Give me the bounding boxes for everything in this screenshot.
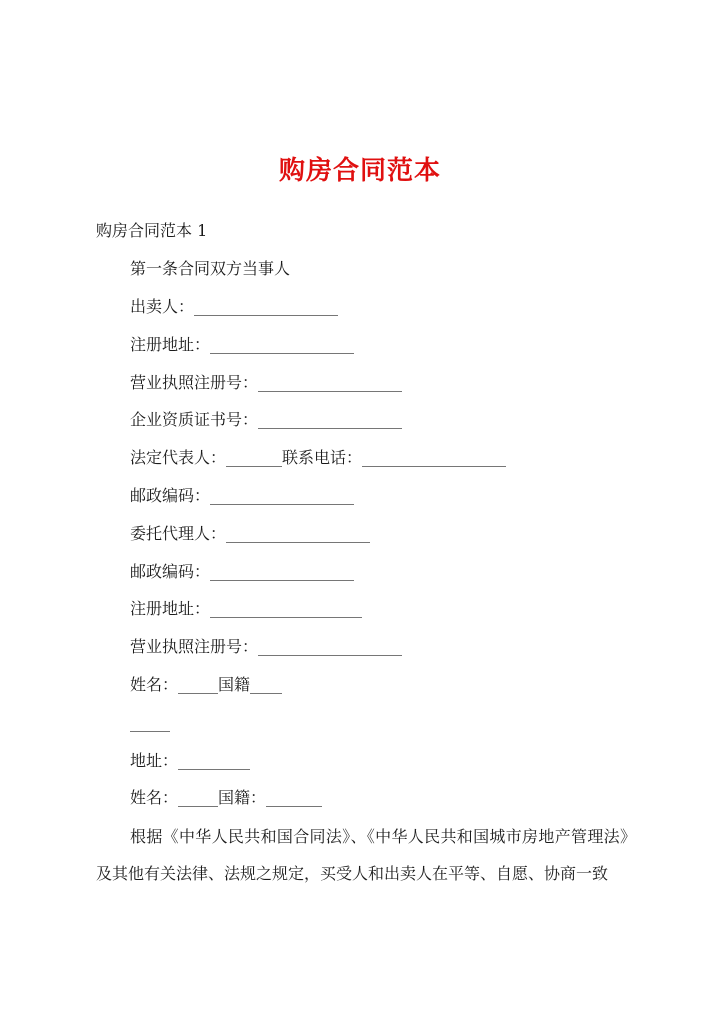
qualification-cert-field: 企业资质证书号：__________________ xyxy=(130,410,403,429)
legal-rep-phone-field: 法定代表人：_______联系电话：__________________ xyxy=(130,448,507,467)
name-nationality-field: 姓名：_____国籍____ xyxy=(130,675,283,694)
business-license-field-2: 营业执照注册号：__________________ xyxy=(130,637,403,656)
postal-code-field: 邮政编码：__________________ xyxy=(130,486,355,505)
clause-heading: 第一条合同双方当事人 xyxy=(130,259,291,278)
section-heading: 购房合同范本 1 xyxy=(96,221,208,240)
address-field: 地址：_________ xyxy=(130,751,251,770)
legal-basis-paragraph: 根据《中华人民共和国合同法》、《中华人民共和国城市房地产管理法》及其他有关法律、法规之规定，买受人和出卖人在平等、自愿、协商一致 xyxy=(96,827,636,883)
registered-address-field: 注册地址：__________________ xyxy=(130,335,355,354)
postal-code-field-2: 邮政编码：__________________ xyxy=(130,562,355,581)
name-nationality-field-2: 姓名：_____国籍：_______ xyxy=(130,788,323,807)
registered-address-field-2: 注册地址：___________________ xyxy=(130,599,363,618)
continuation-blank: _____ xyxy=(130,713,170,732)
document-title: 购房合同范本 xyxy=(278,156,441,186)
seller-field: 出卖人：__________________ xyxy=(130,297,339,316)
business-license-field: 营业执照注册号：__________________ xyxy=(130,373,403,392)
agent-field: 委托代理人：__________________ xyxy=(130,524,371,543)
